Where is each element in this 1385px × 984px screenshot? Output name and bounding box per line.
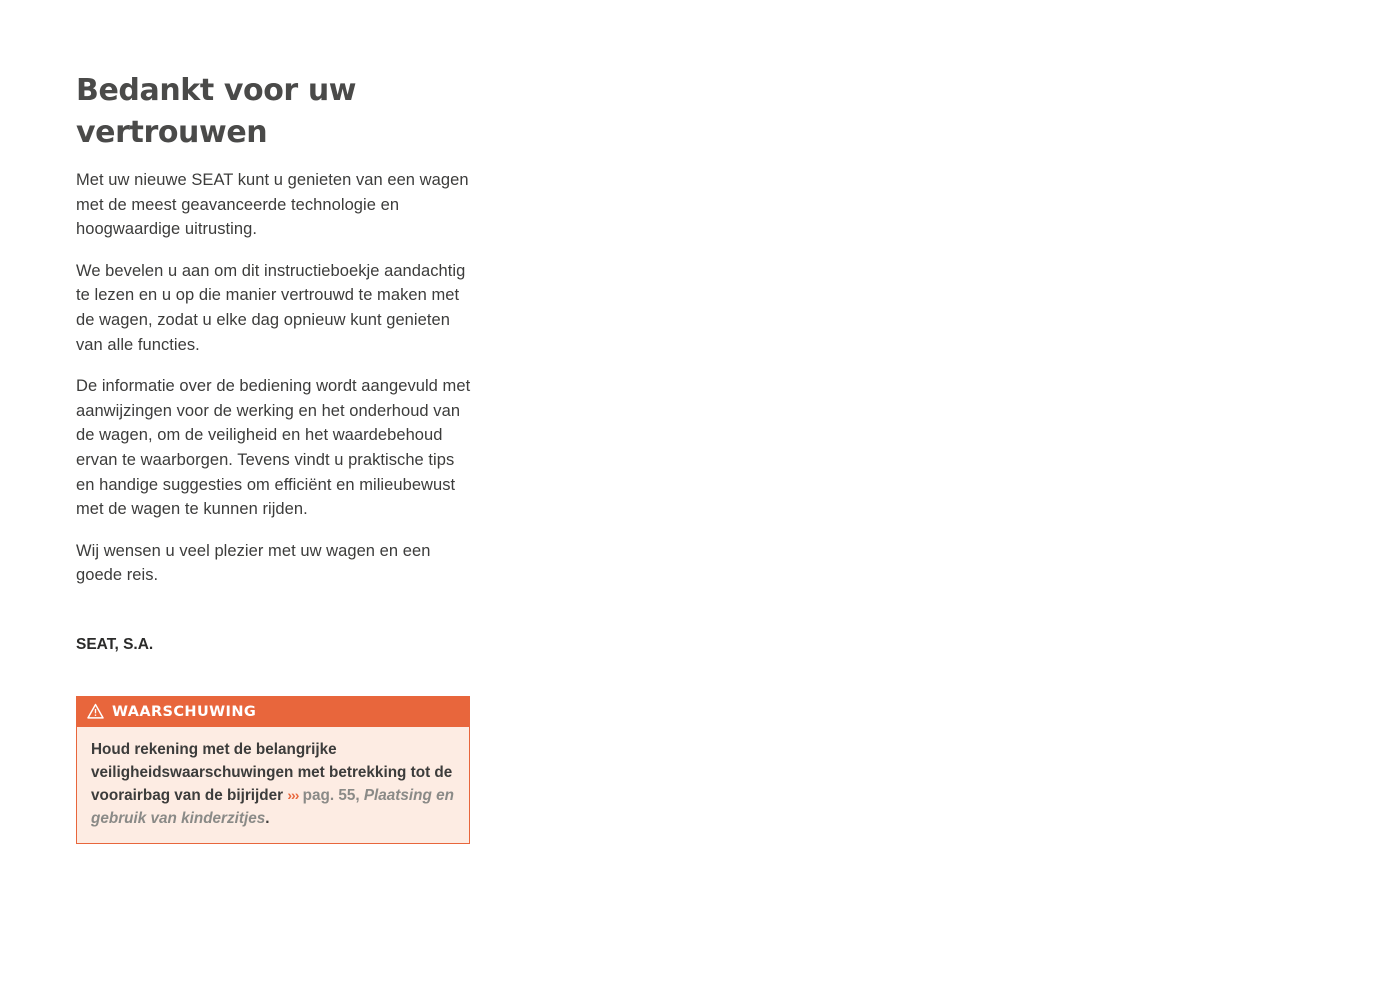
warning-triangle-icon [87, 703, 104, 720]
body-paragraph: Met uw nieuwe SEAT kunt u genieten van een wagen met de meest geavanceerde technologie en hoogwaardige uitrusting. [76, 171, 469, 239]
warning-title: WAARSCHUWING [112, 703, 257, 720]
reference-page[interactable]: pag. 55, [302, 786, 360, 804]
warning-text: Houd rekening met de belangrijke veiligheidswaarschuwingen met betrekking tot de voorairbag van de bijrijder [91, 740, 453, 804]
signature: SEAT, S.A. [76, 635, 154, 653]
warning-header [77, 697, 469, 727]
reference-arrow-icon: ››› [287, 786, 299, 803]
body-paragraph: Wij wensen u veel plezier met uw wagen en een goede reis. [76, 541, 431, 585]
reference-section-title[interactable]: Plaatsing en gebruik van kinderzitjes [91, 786, 454, 827]
warning-callout [76, 696, 470, 844]
reference-period: . [265, 809, 270, 827]
page-title: Bedankt voor uw vertrouwen [76, 73, 357, 150]
body-paragraph: We bevelen u aan om dit instructieboekje aandachtig te lezen en u op die manier vertrouwd te maken met de wagen, zodat u elke dag opnieuw kunt genieten van alle functies. [76, 261, 466, 354]
content-column [76, 70, 472, 844]
body-paragraph: De informatie over de bediening wordt aangevuld met aanwijzingen voor de werking en het onderhoud van de wagen, om de veiligheid en het waardebehoud ervan te waarborgen. Tevens vindt u praktische tips en handige suggesties om efficiënt en milieubewust met de wagen te kunnen rijden. [76, 377, 471, 519]
warning-body [77, 727, 469, 843]
